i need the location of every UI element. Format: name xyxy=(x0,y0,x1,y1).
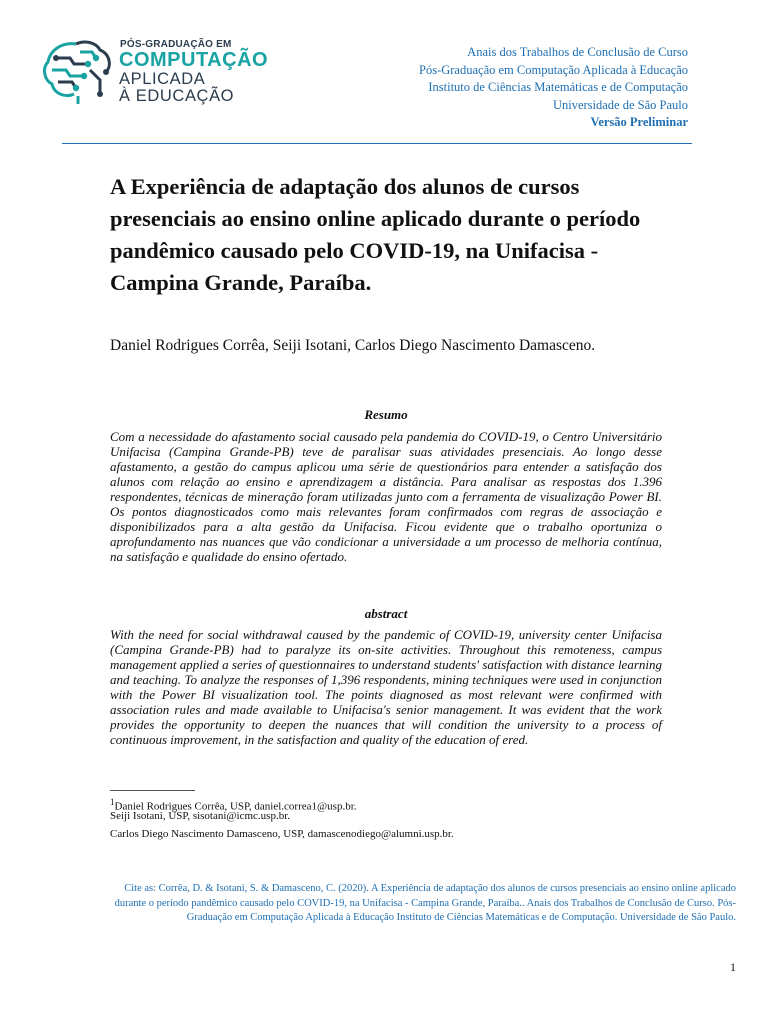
footnote-line-1: Daniel Rodrigues Corrêa, USP, daniel.correa1@usp.br. xyxy=(114,800,357,813)
header-line-3: Instituto de Ciências Matemáticas e de Computação xyxy=(428,80,688,94)
footnote-rule xyxy=(110,790,195,791)
footnote-author-2: Seiji Isotani, USP, sisotani@icmc.usp.br. xyxy=(110,810,291,822)
resumo-heading: Resumo xyxy=(364,407,408,422)
page-number: 1 xyxy=(730,960,736,974)
paper-title: A Experiência de adaptação dos alunos de cursos presenciais ao ensino online aplicado durante o período pandêmico causado pelo COVID-19, na Unifacisa - Campina Grande, Paraíba. xyxy=(110,174,641,295)
header-line-2: Pós-Graduação em Computação Aplicada à Educação xyxy=(419,62,688,77)
proceedings-header xyxy=(419,44,688,132)
logo-line-2: COMPUTAÇÃO xyxy=(119,49,269,71)
logo-line-1: PÓS-GRADUAÇÃO EM xyxy=(120,39,232,50)
abstract-text: With the need for social withdrawal caused by the pandemic of COVID-19, university center Unifacisa (Campina Grande-PB) had to paralyze its on-site activities. Throughout this remoteness, campus management applied a series of questionnaires to understand students' satisfaction with distance learning and teaching. To analyze the responses of 1,396 respondents, mining techniques were used in conjunction with the Power BI visualization tool. The points diagnosed as most relevant were confirmed with association rules and made available to Unifacisa's senior management. It was evident that the work provides the opportunity to deepen the nuances that will condition the university to a process of continuous improvement, in the satisfaction and quality of the education of ered. xyxy=(110,627,662,747)
brain-circuit-icon xyxy=(40,36,118,106)
header-line-4: Universidade de São Paulo xyxy=(552,97,688,112)
footnote-author-3: Carlos Diego Nascimento Damasceno, USP, damascenodiego@alumni.usp.br. xyxy=(110,828,454,840)
logo-line-4: À EDUCAÇÃO xyxy=(119,87,235,105)
author-list: Daniel Rodrigues Corrêa, Seiji Isotani, Carlos Diego Nascimento Damasceno. xyxy=(110,337,596,354)
footnote-marker: 1 xyxy=(110,797,115,807)
logo-line-3: APLICADA xyxy=(119,70,206,88)
resumo-text: Com a necessidade do afastamento social causado pela pandemia do COVID-19, o Centro Universitário Unifacisa (Campina Grande-PB) teve de paralisar suas atividades presenciais. Ao longo desse afastamento, a gestão do campus aplicou uma série de questionários para entender a satisfação dos alunos com relação ao ensino e aprendizagem a distância. Para analisar as respostas dos 1.396 respondentes, técnicas de mineração foram utilizadas junto com a ferramenta de visualização Power BI. Os pontos diagnosticados como mais relevantes foram confirmados com regras de associação e disponibilizados para a alta gestão da Unifacisa. Ficou evidente que o trabalho oportuniza o aprofundamento nas nuances que vão condicionar a universidade a um processo de melhoria contínua, na satisfação e qualidade do ensino ofertado. xyxy=(110,429,662,564)
program-logo xyxy=(40,36,269,106)
header-separator xyxy=(62,143,692,144)
version-label: Versão Preliminar xyxy=(590,115,688,129)
citation-note: Cite as: Corrêa, D. & Isotani, S. & Damasceno, C. (2020). A Experiência de adaptação dos alunos de cursos presenciais ao ensino online aplicado durante o período pandêmico causado pelo COVID-19, na Unifacisa - Campina Grande, Paraíba.. Anais dos Trabalhos de Conclusão de Curso. Pós-Graduação em Computação Aplicada à Educação Instituto de Ciências Matemáticas e de Computação. Universidade de São Paulo. xyxy=(114,883,736,923)
abstract-heading: abstract xyxy=(364,606,408,621)
header-line-1: Anais dos Trabalhos de Conclusão de Curso xyxy=(467,45,688,59)
